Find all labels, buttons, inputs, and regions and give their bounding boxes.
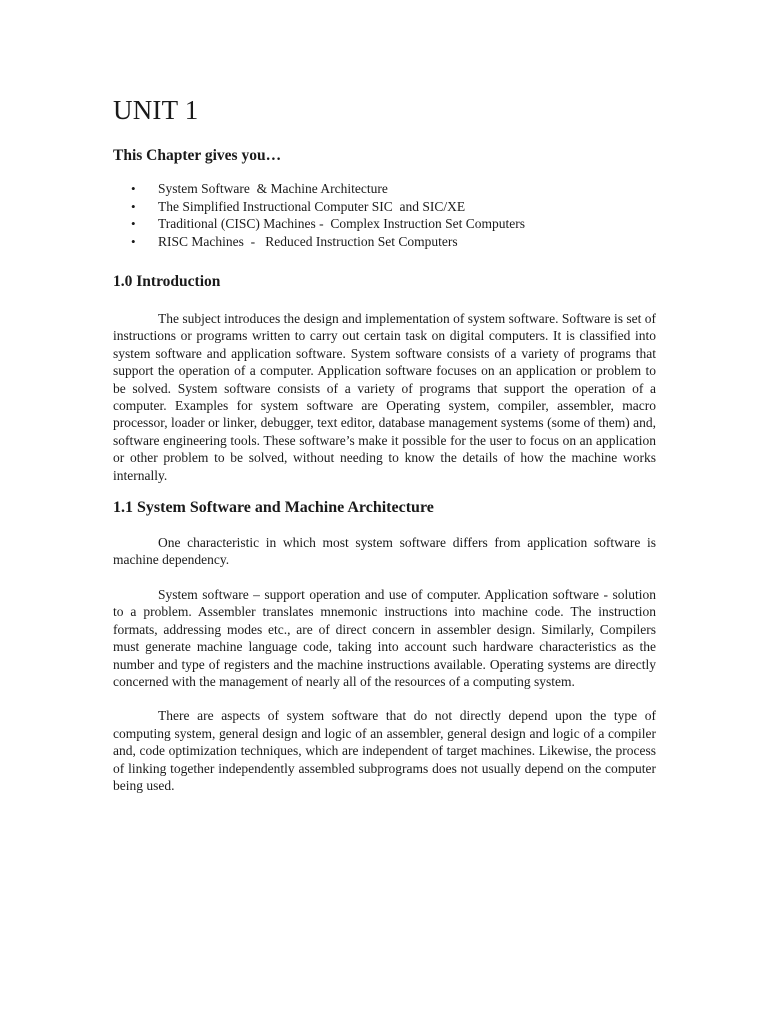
bullet-icon: • xyxy=(131,233,136,249)
list-item xyxy=(131,215,656,233)
section-heading-introduction: 1.0 Introduction xyxy=(113,273,221,290)
list-item xyxy=(131,180,656,198)
system-software-paragraph: System software – support operation and use of computer. Application software - solution to a problem. Assembler translates mnemonic instructions into machine code. The instruction formats, addressing modes etc., are of direct concern in assembler design. Similarly, Compilers must generate machine language code, taking into account such hardware characteristics as the number and type of registers and the machine instructions available. Operating systems are directly concerned with the management of nearly all of the resources of a computing system. xyxy=(113,586,656,689)
introduction-paragraph: The subject introduces the design and implementation of system software. Software is set of instructions or programs written to carry out certain task on digital computers. It is classified into system software and application software. System software consists of a variety of programs that support the operation of a computer. Application software focuses on an application or problem to be solved. System software consists of a variety of programs that support the operation of a computer. Examples for system software are Operating system, compiler, assembler, macro processor, loader or linker, debugger, text editor, database management systems (some of them) and, software engineering tools. These software’s make it possible for the user to focus on an application or other problem to be solved, without needing to know the details of how the machine works internally. xyxy=(113,311,656,483)
bullet-icon: • xyxy=(131,198,136,214)
unit-title: UNIT 1 xyxy=(113,95,199,125)
chapter-topics-list xyxy=(113,180,656,250)
list-item-text: Traditional (CISC) Machines - Complex Instruction Set Computers xyxy=(158,216,525,231)
independent-aspects-paragraph: There are aspects of system software that do not directly depend upon the type of computing system, general design and logic of an assembler, general design and logic of a compiler and, code optimization techniques, which are independent of target machines. Likewise, the process of linking together independently assembled subprograms does not usually depend on the computer being used. xyxy=(113,708,656,793)
list-item-text: The Simplified Instructional Computer SIC and SIC/XE xyxy=(158,198,466,214)
section-heading-machine-architecture: 1.1 System Software and Machine Architecture xyxy=(113,499,434,517)
machine-dependency-paragraph: One characteristic in which most system software differs from application software is machine dependency. xyxy=(113,535,656,568)
list-item xyxy=(131,233,656,251)
list-item xyxy=(131,198,656,216)
list-item-text: RISC Machines - Reduced Instruction Set Computers xyxy=(158,233,458,249)
bullet-icon: • xyxy=(131,216,136,231)
bullet-icon: • xyxy=(131,181,136,196)
document-page xyxy=(113,92,656,794)
chapter-intro: This Chapter gives you… xyxy=(113,147,282,164)
list-item-text: System Software & Machine Architecture xyxy=(158,181,388,196)
